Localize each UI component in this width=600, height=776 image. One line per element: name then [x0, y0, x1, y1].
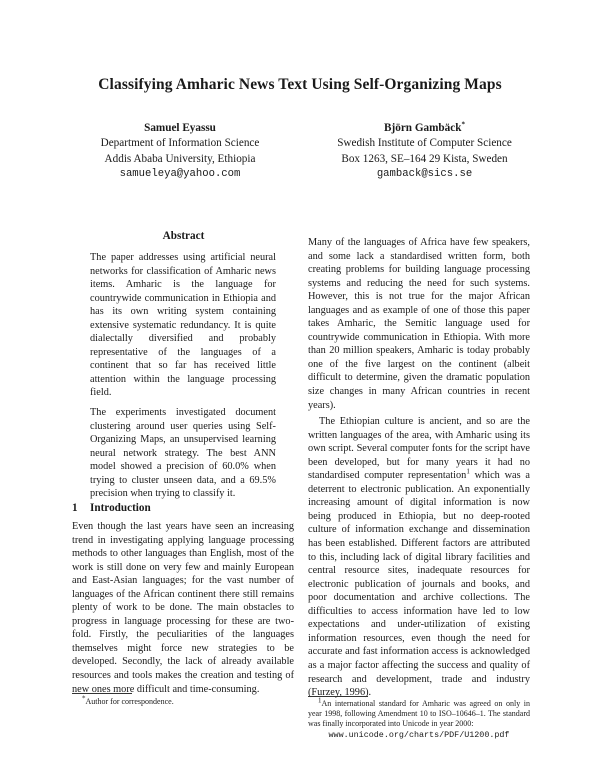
author-affiliation: Department of Information Science [100, 137, 260, 150]
author-name-line [302, 121, 547, 136]
section-heading [72, 502, 151, 514]
footnote [82, 694, 174, 706]
author-affiliation: Swedish Institute of Computer Science [337, 137, 512, 150]
footnote-first-line [308, 696, 530, 730]
abstract-paragraph: The paper addresses using artificial neural networks for classification of Amharic news items. Amharic is the language for countrywide communication in Ethiopia and has its own writing system containing extensive systematic redundancy. It is quite dialectally diversified and probably representative of the languages of a continent that so far has received little attention within the language processing field. [90, 252, 276, 399]
paragraph-text: The Ethiopian culture is ancient, and so are the written languages of the area, with Amharic using its own script. Several computer fonts for the script have been developed, but for many years it had no standardised computer representation [308, 416, 530, 482]
author-block-1 [55, 121, 305, 182]
paragraph-text: which was a deterrent to electronic publication. An exponentially increasing amount of digital information is now being produced in Ethiopia, but no deep-rooted culture of information exchange and dissemination has been established. Different factors are attributed to this, including lack of digital library facilities and central resource sites, inadequate resources for electronic publication of journals and books, and poor documentation and archive collections. The difficulties to access information have led to low expectations and under-utilization of existing information resources, even though the need for accurate and fast information access is acknowledged as a major factor affecting the success and quality of research and development, trade and industry (Furzey, 1996). [308, 470, 530, 699]
section-title: Introduction [90, 502, 151, 514]
introduction-body [72, 520, 294, 696]
footnote-text: An international standard for Amharic was agreed on only in year 1998, following Amendment 10 to ISO–10646–1. The standard was finally incorporated into Unicode in year 2000: [308, 699, 530, 729]
author-affiliation: Box 1263, SE–164 29 Kista, Sweden [341, 152, 508, 165]
abstract-body [90, 251, 276, 501]
body-paragraph: Many of the languages of Africa have few speakers, and some lack a standardised written form, both creating problems for building language processing systems and reducing the need for such systems. However, this is not true for the major African languages and as example of one of those this paper takes Amharic, the Semitic language used for countrywide communication in Ethiopia. With more than 20 million speakers, Amharic is today probably one of the five largest on the continent (albeit difficult to determine, given the dramatic population size changes in many African countries in recent years). [308, 237, 530, 411]
footnote [308, 696, 530, 740]
author-email: samueleya@yahoo.com [119, 167, 241, 180]
author-block-2 [302, 121, 547, 182]
author-name: Samuel Eyassu [144, 122, 216, 134]
author-email: gamback@sics.se [376, 167, 473, 180]
footnote-mark: 1 [318, 696, 322, 705]
abstract-heading: Abstract [162, 230, 205, 242]
paper-title: Classifying Amharic News Text Using Self-Organizing Maps [98, 76, 502, 93]
footnote-rule [308, 696, 368, 697]
footnote-mark: * [82, 694, 86, 703]
footnote-reference: 1 [466, 467, 470, 476]
right-column-body [308, 236, 530, 700]
correspondence-mark: * [461, 120, 465, 129]
abstract-paragraph: The experiments investigated document clustering around user queries using Self-Organizing Maps, an unsupervised learning neural network strategy. The best ANN model showed a precision of 60.0% when trying to cluster unseen data, and a 69.5% precision when trying to classify it. [90, 407, 276, 500]
author-affiliation: Addis Ababa University, Ethiopia [104, 152, 256, 165]
body-paragraph: Even though the last years have seen an increasing trend in investigating applying language processing methods to other languages than English, most of the work is still done on very few and mainly European and East-Asian languages; for the vast number of languages of the African continent there still remains plenty of work to be done. The main obstacles to progress in language processing for these are two-fold. Firstly, the peculiarities of the languages themselves might force new strategies to be developed. Secondly, the lack of already available resources and tools makes the creation and testing of new ones more difficult and time-consuming. [72, 521, 294, 695]
body-paragraph [308, 415, 530, 699]
author-name: Björn Gambäck [384, 122, 462, 134]
footnote-rule [72, 693, 132, 694]
footnote-url: www.unicode.org/charts/PDF/U1200.pdf [328, 729, 510, 740]
footnote-text: Author for correspondence. [85, 697, 174, 706]
section-number: 1 [72, 502, 78, 514]
